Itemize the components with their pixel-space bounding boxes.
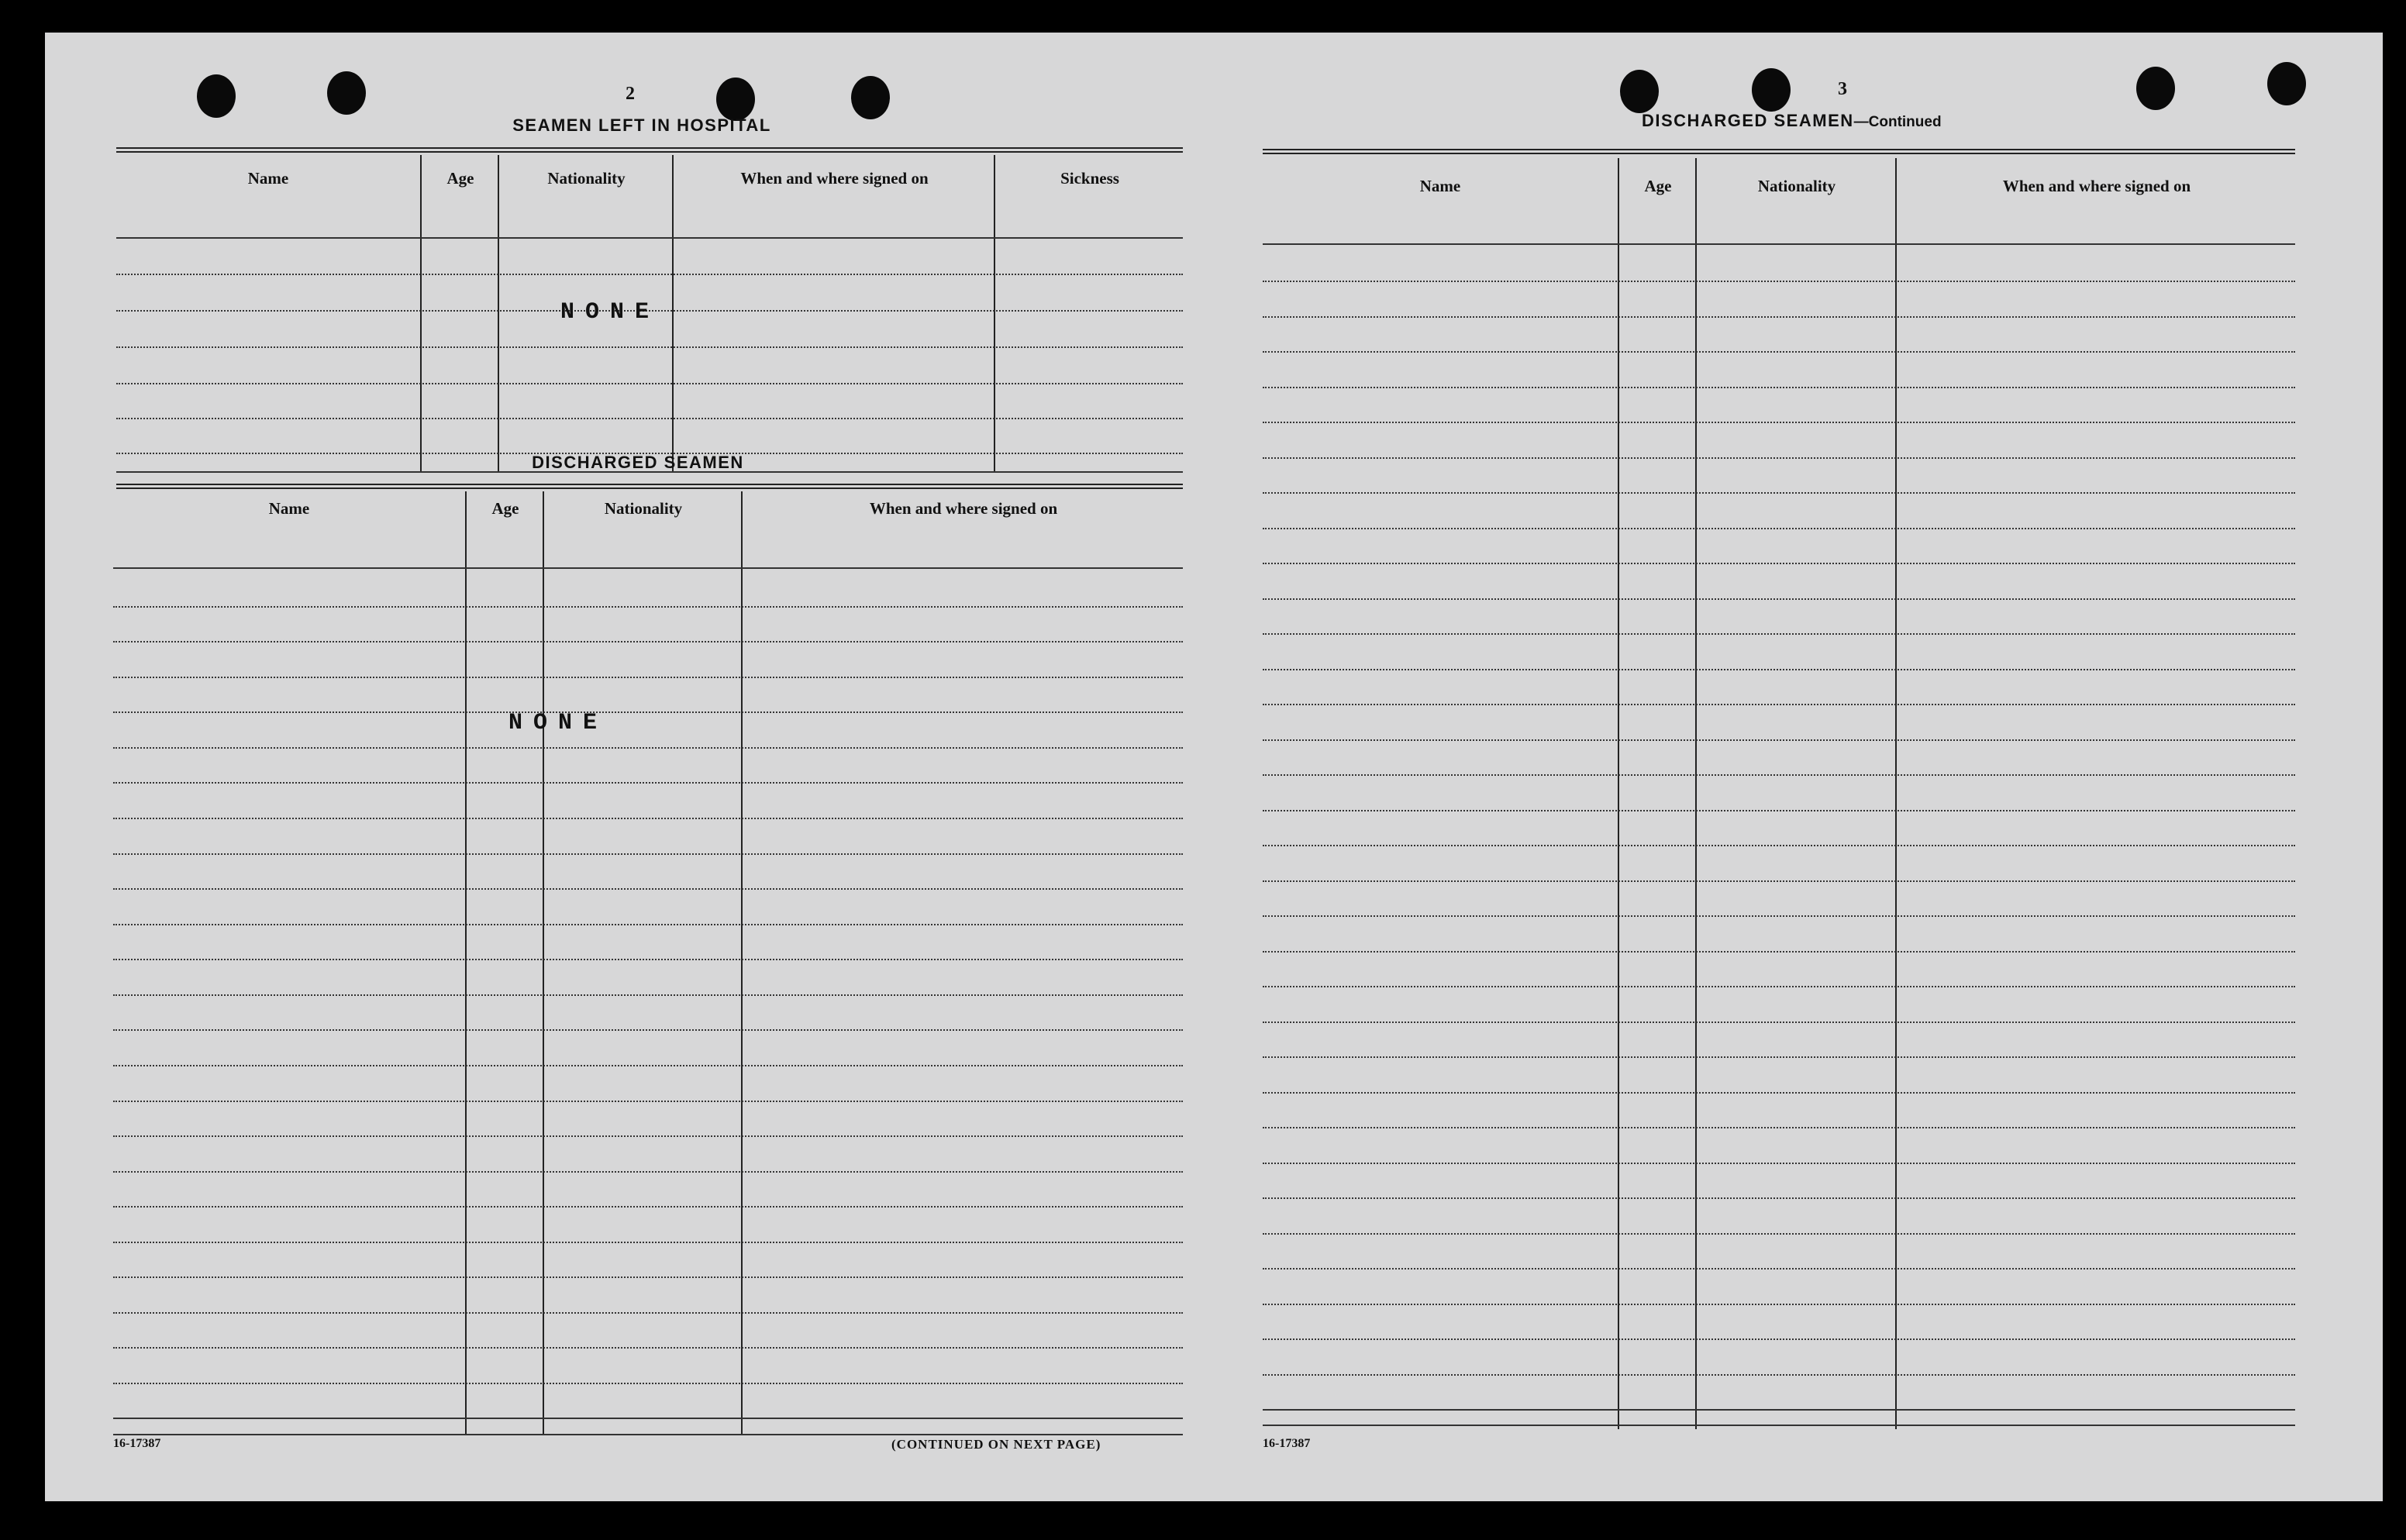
entry-line bbox=[116, 383, 1183, 384]
entry-line bbox=[113, 1242, 1183, 1243]
table-bottom-rule bbox=[1263, 1425, 2295, 1426]
entry-line bbox=[113, 1101, 1183, 1102]
entry-line bbox=[1263, 387, 2295, 388]
entry-line bbox=[113, 1383, 1183, 1384]
column-header-nationality: Nationality bbox=[604, 499, 683, 518]
entry-line bbox=[113, 1276, 1183, 1278]
signed-on-column bbox=[741, 491, 1184, 1435]
entry-line bbox=[1263, 1374, 2295, 1376]
form-number: 16-17387 bbox=[113, 1437, 161, 1450]
header-rule bbox=[116, 237, 1183, 239]
entry-line bbox=[113, 924, 1183, 925]
punch-hole bbox=[327, 71, 366, 115]
punch-hole bbox=[2267, 62, 2306, 105]
entry-line bbox=[113, 1418, 1183, 1419]
entry-line bbox=[1263, 1304, 2295, 1305]
table-bottom-rule bbox=[113, 1434, 1183, 1435]
discharged-section-title: DISCHARGED SEAMEN bbox=[532, 453, 744, 472]
entry-line bbox=[1263, 1056, 2295, 1058]
page-number: 3 bbox=[1838, 79, 1847, 99]
entry-line bbox=[1263, 457, 2295, 459]
column-header-name: Name bbox=[247, 169, 289, 188]
page-number: 2 bbox=[626, 84, 635, 104]
form-number: 16-17387 bbox=[1263, 1437, 1311, 1450]
entry-line bbox=[113, 853, 1183, 855]
entry-line bbox=[1263, 351, 2295, 353]
column-header-signed-on: When and where signed on bbox=[869, 499, 1058, 518]
entry-line bbox=[113, 641, 1183, 643]
entry-line bbox=[1263, 845, 2295, 846]
sickness-column bbox=[994, 155, 1184, 473]
title-suffix: —Continued bbox=[1853, 114, 1942, 130]
entry-line bbox=[1263, 669, 2295, 670]
punch-hole bbox=[2136, 67, 2175, 110]
discharged-table bbox=[113, 491, 1183, 1435]
column-header-signed-on: When and where signed on bbox=[2002, 177, 2191, 195]
entry-line bbox=[1263, 915, 2295, 917]
entry-line bbox=[113, 1347, 1183, 1349]
nationality-column bbox=[1695, 158, 1897, 1429]
title-main: DISCHARGED SEAMEN bbox=[1642, 111, 1854, 130]
entry-line bbox=[1263, 422, 2295, 423]
entry-line bbox=[1263, 1197, 2295, 1199]
entry-line bbox=[113, 1029, 1183, 1031]
header-rule bbox=[113, 567, 1183, 569]
entry-line bbox=[1263, 281, 2295, 282]
entry-line bbox=[113, 1065, 1183, 1066]
entry-line bbox=[1263, 986, 2295, 987]
entry-line bbox=[1263, 704, 2295, 705]
discharged-continued-table bbox=[1263, 158, 2295, 1429]
signed-on-column bbox=[672, 155, 995, 473]
entry-line bbox=[116, 346, 1183, 348]
age-column bbox=[420, 155, 499, 473]
entry-line bbox=[1263, 951, 2295, 953]
entry-line bbox=[113, 782, 1183, 784]
entry-line bbox=[1263, 1092, 2295, 1094]
punch-hole bbox=[197, 74, 236, 118]
entry-line bbox=[113, 1312, 1183, 1314]
entry-line bbox=[113, 959, 1183, 960]
entry-line bbox=[1263, 1233, 2295, 1235]
column-header-nationality: Nationality bbox=[1757, 177, 1836, 195]
entry-line bbox=[113, 677, 1183, 678]
entry-line bbox=[113, 818, 1183, 819]
entry-line bbox=[113, 888, 1183, 890]
column-header-age: Age bbox=[491, 499, 519, 518]
column-header-nationality: Nationality bbox=[547, 169, 626, 188]
entry-line bbox=[113, 1206, 1183, 1208]
entry-line bbox=[1263, 880, 2295, 882]
entry-line bbox=[1263, 633, 2295, 635]
signed-on-column bbox=[1895, 158, 2297, 1429]
double-rule bbox=[116, 147, 1183, 153]
entry-line bbox=[1263, 1268, 2295, 1270]
entry-line bbox=[1263, 739, 2295, 741]
entry-line bbox=[113, 711, 1183, 713]
column-header-name: Name bbox=[268, 499, 310, 518]
punch-hole bbox=[1752, 68, 1791, 112]
column-header-name: Name bbox=[1419, 177, 1461, 195]
column-header-age: Age bbox=[446, 169, 474, 188]
name-column bbox=[116, 155, 420, 473]
none-stamp: NONE bbox=[508, 710, 608, 736]
entry-line bbox=[116, 418, 1183, 419]
entry-line bbox=[1263, 528, 2295, 529]
entry-line bbox=[1263, 774, 2295, 776]
name-column bbox=[1263, 158, 1618, 1429]
entry-line bbox=[116, 274, 1183, 275]
double-rule bbox=[116, 484, 1183, 489]
entry-line bbox=[1263, 810, 2295, 811]
entry-line bbox=[1263, 492, 2295, 494]
entry-line bbox=[1263, 316, 2295, 318]
entry-line bbox=[113, 747, 1183, 749]
entry-line bbox=[113, 606, 1183, 608]
entry-line bbox=[1263, 563, 2295, 564]
header-rule bbox=[1263, 243, 2295, 245]
entry-line bbox=[1263, 1021, 2295, 1023]
column-header-age: Age bbox=[1644, 177, 1672, 195]
punch-hole bbox=[1620, 70, 1659, 113]
age-column bbox=[465, 491, 544, 1435]
discharged-continued-title bbox=[1642, 111, 1942, 131]
column-header-signed-on: When and where signed on bbox=[740, 169, 929, 188]
entry-line bbox=[1263, 1127, 2295, 1128]
punch-hole bbox=[851, 76, 890, 119]
age-column bbox=[1618, 158, 1697, 1429]
nationality-column bbox=[543, 491, 743, 1435]
right-page bbox=[1212, 33, 2383, 1501]
entry-line bbox=[113, 1171, 1183, 1173]
entry-line bbox=[1263, 1163, 2295, 1164]
entry-line bbox=[1263, 1409, 2295, 1411]
none-stamp: NONE bbox=[560, 299, 660, 326]
double-rule bbox=[1263, 149, 2295, 154]
entry-line bbox=[1263, 598, 2295, 600]
left-page bbox=[45, 33, 1212, 1501]
entry-line bbox=[113, 994, 1183, 996]
column-header-sickness: Sickness bbox=[1060, 169, 1119, 188]
document-sheet bbox=[45, 33, 2383, 1501]
continued-note: (CONTINUED ON NEXT PAGE) bbox=[891, 1437, 1101, 1452]
entry-line bbox=[1263, 1338, 2295, 1340]
hospital-section-title: SEAMEN LEFT IN HOSPITAL bbox=[512, 115, 771, 135]
punch-hole bbox=[716, 78, 755, 121]
entry-line bbox=[113, 1135, 1183, 1137]
name-column bbox=[113, 491, 465, 1435]
